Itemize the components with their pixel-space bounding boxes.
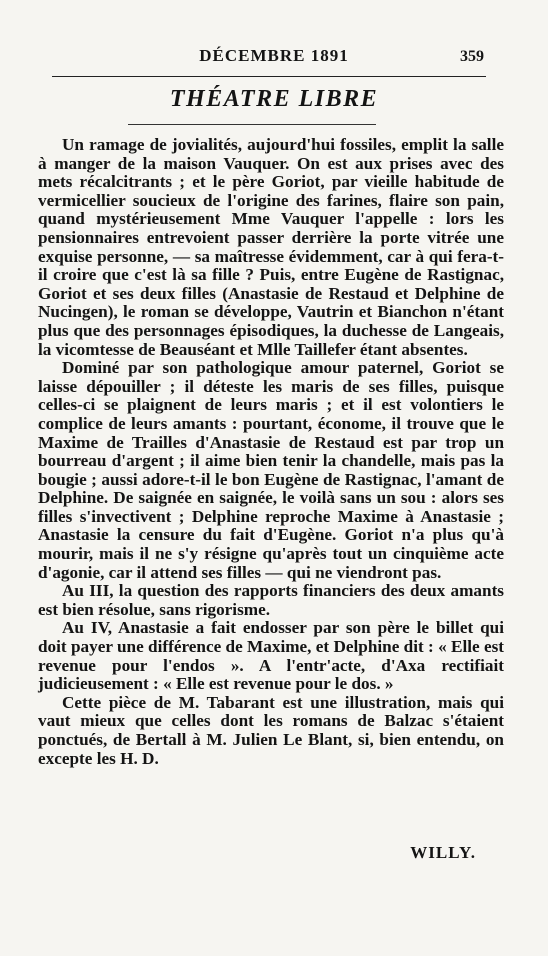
paragraph: Dominé par son pathologique amour paternel, Goriot se laisse dépouiller ; il déteste les maris de ses filles, puisque celles-ci se plaignent de leurs maris ; et il est volontiers le complice de leurs amants : pourtant, économe, il trouve que le Maxime de Trailles d'Anastasie de Restaud est par trop un bourreau d'argent ; il aime bien tenir la chandelle, mais pas la bougie ; aussi adore-t-il le bon Eugène de Rastignac, l'amant de Delphine. De saignée en saignée, le voilà sans un sou : alors ses filles s'invectivent ; Delphine reproche Maxime à Anastasie ; Anastasie la censure du fait d'Eugène. Goriot n'a plus qu'à mourir, mais il ne s'y résigne qu'après tout un cinquième acte d'agonie, car il attend ses filles — qui ne viendront pas. — [38, 358, 504, 582]
page-number: 359 — [460, 48, 484, 65]
author-signature: WILLY. — [410, 843, 476, 862]
paragraph: Un ramage de jovialités, aujourd'hui fossiles, emplit la salle à manger de la maison Vauquer. On est aux prises avec des mets récalcitrants ; et le père Goriot, par vieille habitude de vermicellier soucieux de l'origine des farines, flaire son pain, quand mystérieusement Mme Vauquer l'appelle : lors les pensionnaires entrevoient passer derrière la porte vitrée une exquise personne, — sa maîtresse évidemment, car à qui fera-t-il croire que c'est là sa fille ? Puis, entre Eugène de Rastignac, Goriot et ses deux filles (Anastasie de Restaud et Delphine de Nucingen), le roman se développe, Vautrin et Bianchon n'étant plus que des personnages épisodiques, la duchesse de Langeais, la vicomtesse de Beauséant et Mlle Taillefer étant absentes. — [38, 135, 504, 359]
header-month: DÉCEMBRE 1891 — [199, 46, 349, 65]
header-rule — [52, 76, 486, 77]
article-title: THÉATRE LIBRE — [169, 86, 379, 112]
running-header — [0, 46, 548, 72]
paragraph: Au IV, Anastasie a fait endosser par son père le billet qui doit payer une différence de Maxime, et Delphine dit : « Elle est revenue pour l'endos ». A l'entr'acte, d'Axa rectifiait judicieusement : « Elle est revenue pour le dos. » — [38, 618, 504, 694]
title-underline — [128, 124, 376, 125]
paragraph: Au III, la question des rapports financiers des deux amants est bien résolue, sans rigorisme. — [38, 581, 504, 619]
paragraph: Cette pièce de M. Tabarant est une illustration, mais qui vaut mieux que celles dont les romans de Balzac s'étaient ponctués, de Bertall à M. Julien Le Blant, si, bien entendu, on excepte les H. D. — [38, 692, 504, 768]
article-body — [38, 136, 504, 768]
